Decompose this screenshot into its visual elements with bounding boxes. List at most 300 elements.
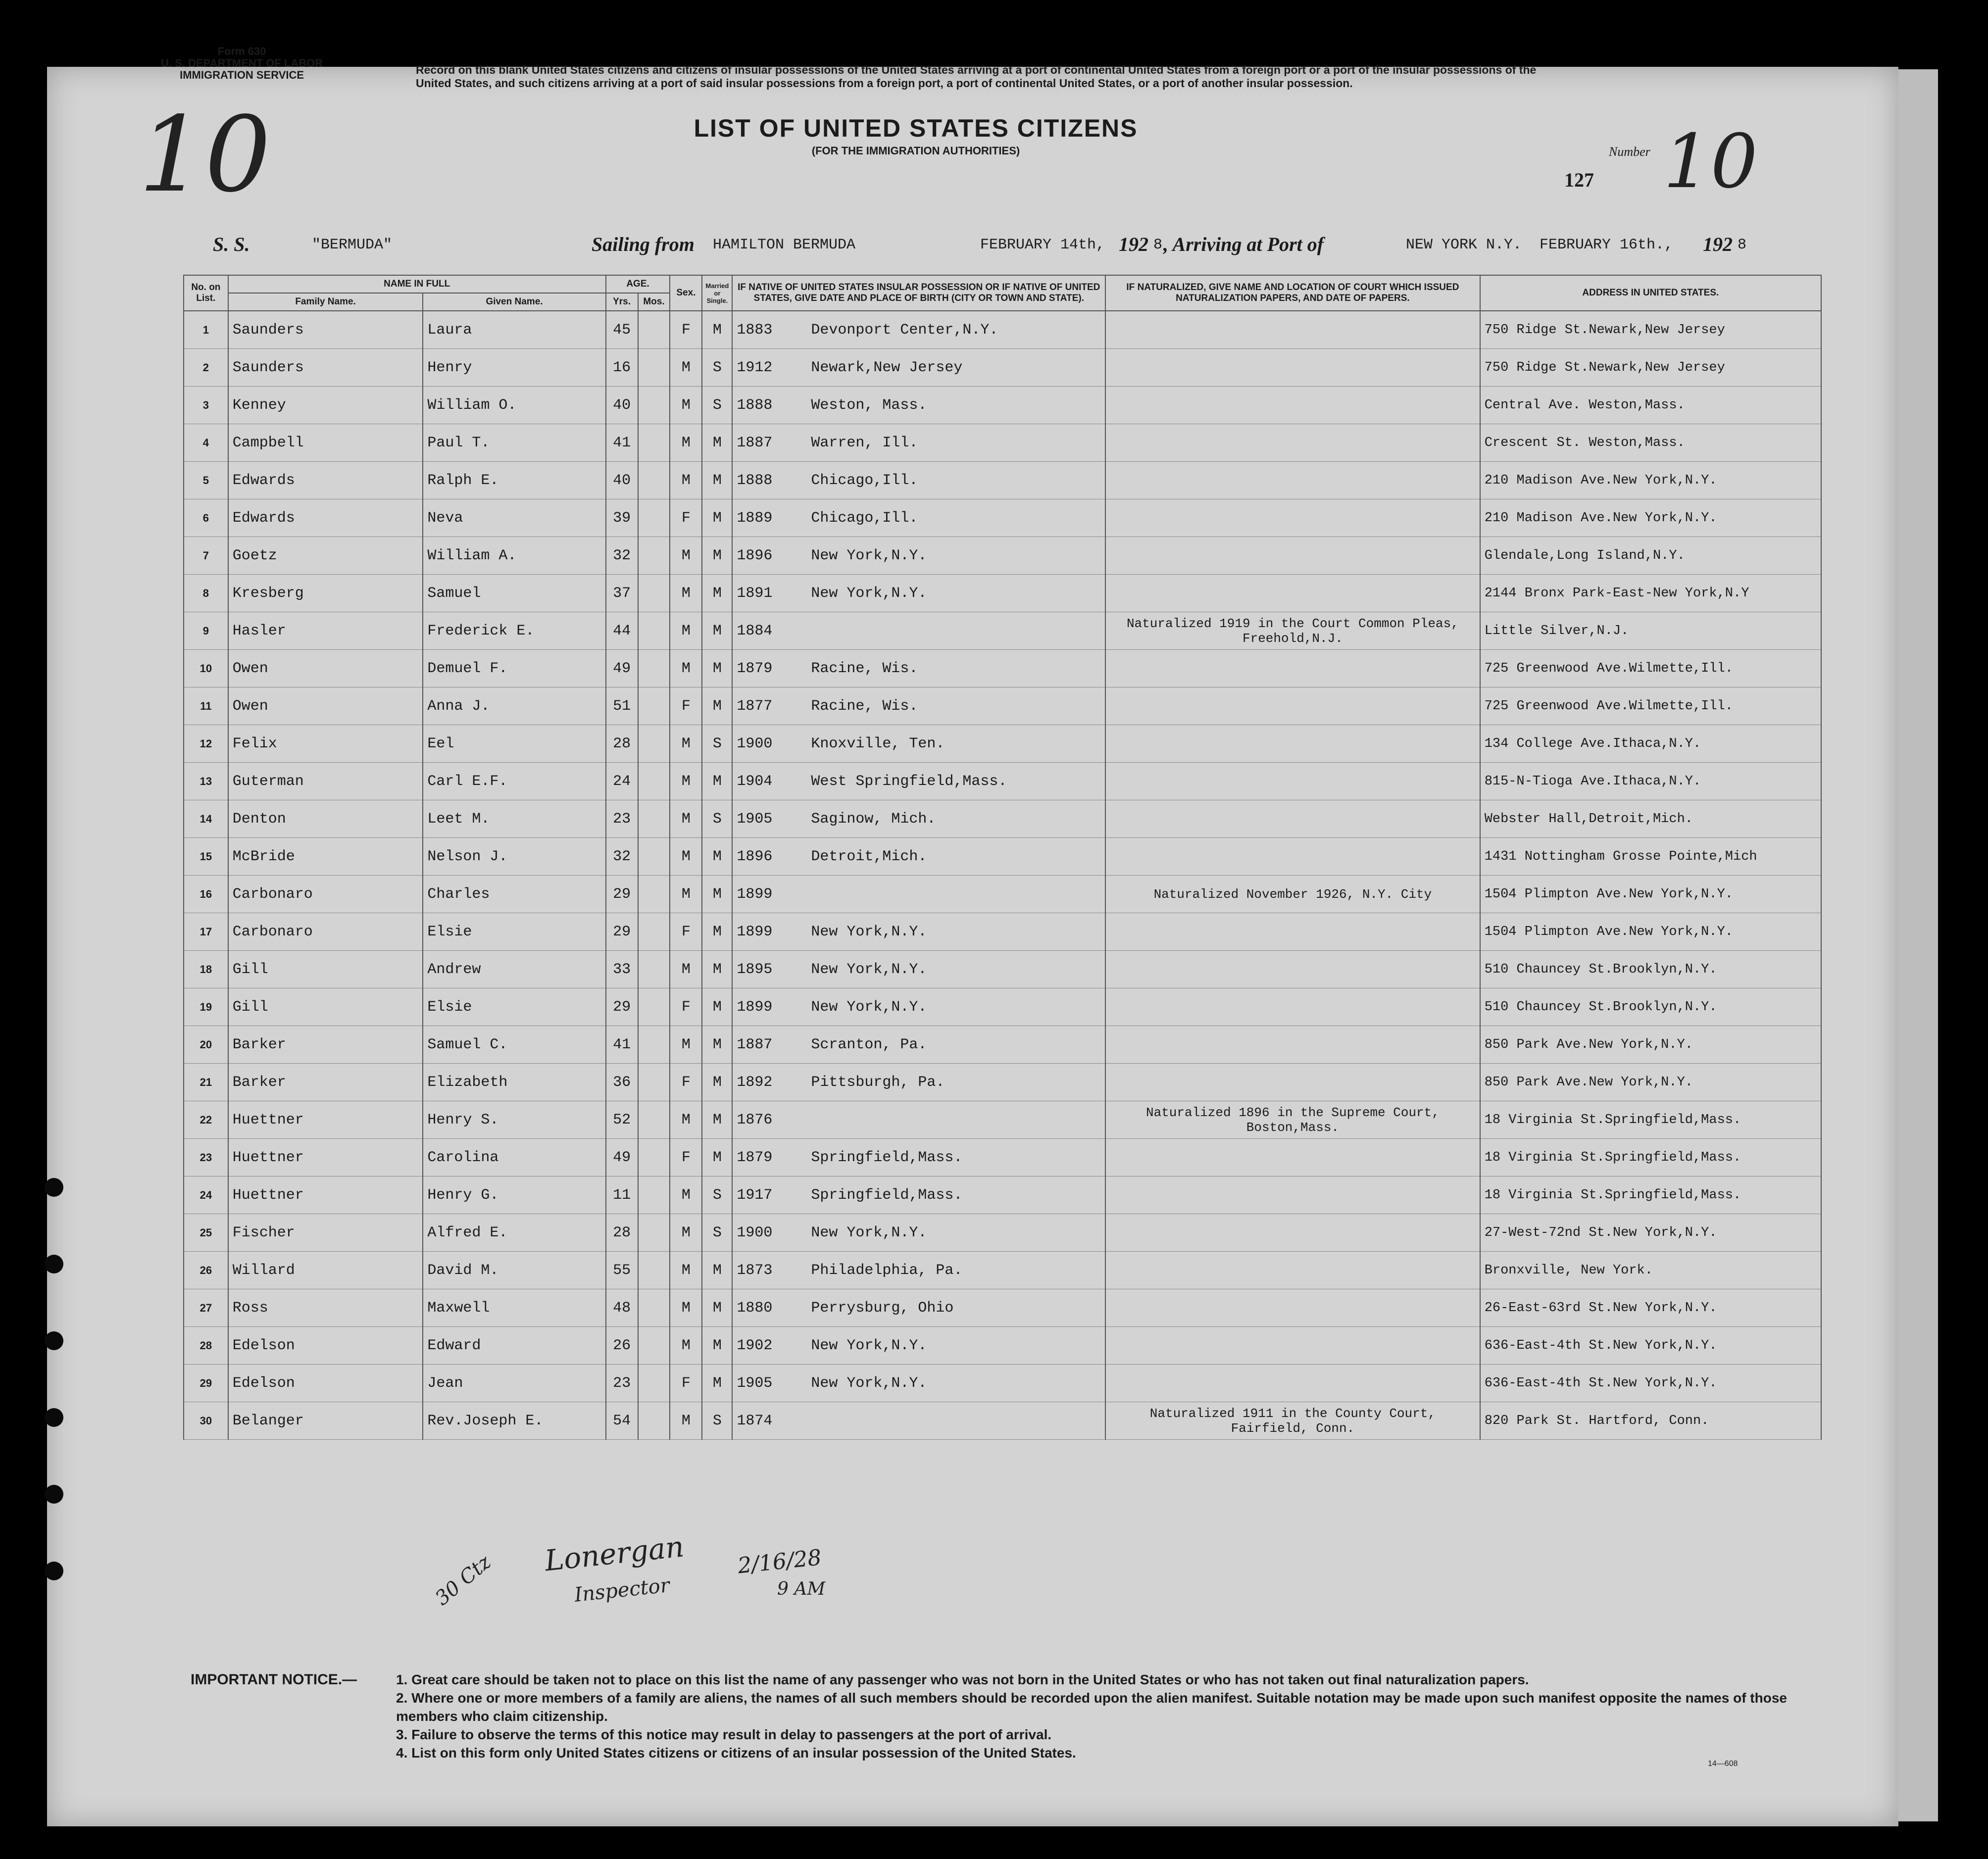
age-months-cell bbox=[638, 1327, 670, 1365]
sex-cell: F bbox=[670, 1365, 702, 1402]
birth-year: 1899 bbox=[737, 923, 773, 940]
table-row bbox=[184, 1214, 1821, 1252]
naturalization-cell bbox=[1105, 1214, 1480, 1252]
row-number-cell: 12 bbox=[184, 725, 228, 763]
family-name-cell: Barker bbox=[228, 1064, 423, 1101]
birth-place-cell bbox=[732, 876, 1105, 913]
col-no: No. on List. bbox=[184, 275, 228, 311]
table-row bbox=[184, 876, 1821, 913]
age-months-cell bbox=[638, 1139, 670, 1176]
form-code: 14—608 bbox=[1708, 1760, 1738, 1768]
table-row bbox=[184, 387, 1821, 424]
family-name-cell: Saunders bbox=[228, 349, 423, 387]
birth-year: 1889 bbox=[737, 509, 773, 527]
naturalization-cell: Naturalized 1896 in the Supreme Court, Boston,Mass. bbox=[1105, 1101, 1480, 1139]
page-mark: 10 bbox=[139, 94, 271, 215]
marital-status-cell: M bbox=[702, 499, 732, 537]
age-years-cell: 29 bbox=[606, 913, 638, 951]
family-name-cell: Willard bbox=[228, 1252, 423, 1289]
marital-status-cell: M bbox=[702, 424, 732, 462]
table-row bbox=[184, 1402, 1821, 1440]
birth-place-text: Saginow, Mich. bbox=[811, 810, 936, 828]
age-months-cell bbox=[638, 387, 670, 424]
age-months-cell bbox=[638, 537, 670, 575]
sex-cell: F bbox=[670, 1064, 702, 1101]
family-name-cell: Guterman bbox=[228, 763, 423, 800]
naturalization-cell bbox=[1105, 1064, 1480, 1101]
given-name-cell: Paul T. bbox=[423, 424, 605, 462]
table-row bbox=[184, 1252, 1821, 1289]
birth-place-text: Newark,New Jersey bbox=[811, 359, 963, 376]
naturalization-cell bbox=[1105, 424, 1480, 462]
naturalization-cell bbox=[1105, 800, 1480, 838]
sex-cell: M bbox=[670, 1101, 702, 1139]
birth-place-text: New York,N.Y. bbox=[811, 998, 927, 1016]
table-row bbox=[184, 1176, 1821, 1214]
row-number-cell: 11 bbox=[184, 687, 228, 725]
passenger-rows bbox=[184, 311, 1821, 1440]
birth-place-cell bbox=[732, 462, 1105, 499]
age-months-cell bbox=[638, 1214, 670, 1252]
table-row bbox=[184, 763, 1821, 800]
age-months-cell bbox=[638, 424, 670, 462]
marital-status-cell: S bbox=[702, 387, 732, 424]
birth-year: 1912 bbox=[737, 359, 773, 376]
citizen-count: 30 Ctz bbox=[431, 1551, 496, 1610]
age-years-cell: 29 bbox=[606, 988, 638, 1026]
age-years-cell: 49 bbox=[606, 650, 638, 687]
age-years-cell: 37 bbox=[606, 575, 638, 612]
us-address-cell: Central Ave. Weston,Mass. bbox=[1480, 387, 1821, 424]
birth-place-cell bbox=[732, 1101, 1105, 1139]
birth-year: 1879 bbox=[737, 1149, 773, 1166]
age-months-cell bbox=[638, 311, 670, 349]
sex-cell: M bbox=[670, 1026, 702, 1064]
birth-place-text: Devonport Center,N.Y. bbox=[811, 321, 998, 339]
notice-items bbox=[396, 1670, 1827, 1762]
sheet-edge bbox=[1898, 69, 1938, 1821]
voyage-line bbox=[208, 233, 1792, 262]
age-years-cell: 33 bbox=[606, 951, 638, 988]
marital-status-cell: M bbox=[702, 1026, 732, 1064]
sex-cell: F bbox=[670, 499, 702, 537]
birth-year: 1883 bbox=[737, 321, 773, 339]
marital-status-cell: S bbox=[702, 800, 732, 838]
us-address-cell: 18 Virginia St.Springfield,Mass. bbox=[1480, 1176, 1821, 1214]
naturalization-cell bbox=[1105, 650, 1480, 687]
given-name-cell: Eel bbox=[423, 725, 605, 763]
birth-place-cell bbox=[732, 1327, 1105, 1365]
family-name-cell: Ross bbox=[228, 1289, 423, 1327]
family-name-cell: Gill bbox=[228, 988, 423, 1026]
form-line: Form 630 bbox=[217, 45, 266, 57]
origin-port: HAMILTON BERMUDA bbox=[713, 237, 856, 253]
table-row bbox=[184, 1064, 1821, 1101]
birth-year: 1892 bbox=[737, 1074, 773, 1091]
given-name-cell: Anna J. bbox=[423, 687, 605, 725]
row-number-cell: 14 bbox=[184, 800, 228, 838]
age-months-cell bbox=[638, 913, 670, 951]
row-number-cell: 13 bbox=[184, 763, 228, 800]
table-row bbox=[184, 349, 1821, 387]
birth-year: 1899 bbox=[737, 885, 773, 903]
birth-place-cell bbox=[732, 1365, 1105, 1402]
row-number-cell: 20 bbox=[184, 1026, 228, 1064]
family-name-cell: McBride bbox=[228, 838, 423, 876]
given-name-cell: Nelson J. bbox=[423, 838, 605, 876]
birth-year: 1900 bbox=[737, 735, 773, 752]
marital-status-cell: M bbox=[702, 1101, 732, 1139]
marital-status-cell: S bbox=[702, 725, 732, 763]
arrival-year-digit: 8 bbox=[1738, 237, 1747, 253]
form-line: IMMIGRATION SERVICE bbox=[180, 69, 304, 81]
sex-cell: M bbox=[670, 537, 702, 575]
marital-status-cell: M bbox=[702, 462, 732, 499]
table-row bbox=[184, 311, 1821, 349]
birth-place-cell bbox=[732, 650, 1105, 687]
departure-date: FEBRUARY 14th, bbox=[980, 237, 1105, 253]
us-address-cell: 1504 Plimpton Ave.New York,N.Y. bbox=[1480, 876, 1821, 913]
naturalization-cell bbox=[1105, 913, 1480, 951]
age-years-cell: 44 bbox=[606, 612, 638, 650]
departure-year: 192 bbox=[1119, 233, 1148, 255]
marital-status-cell: M bbox=[702, 1252, 732, 1289]
age-months-cell bbox=[638, 838, 670, 876]
birth-year: 1900 bbox=[737, 1224, 773, 1241]
birth-place-text: New York,N.Y. bbox=[811, 585, 927, 602]
sex-cell: M bbox=[670, 612, 702, 650]
row-number-cell: 1 bbox=[184, 311, 228, 349]
marital-status-cell: M bbox=[702, 650, 732, 687]
birth-place-cell bbox=[732, 499, 1105, 537]
col-name-in-full: NAME IN FULL bbox=[228, 275, 606, 293]
birth-year: 1899 bbox=[737, 998, 773, 1016]
arrival-year: 192 bbox=[1703, 233, 1733, 255]
birth-year: 1895 bbox=[737, 961, 773, 978]
family-name-cell: Carbonaro bbox=[228, 913, 423, 951]
naturalization-cell bbox=[1105, 988, 1480, 1026]
given-name-cell: William O. bbox=[423, 387, 605, 424]
birth-place-cell bbox=[732, 424, 1105, 462]
row-number-cell: 23 bbox=[184, 1139, 228, 1176]
birth-year: 1888 bbox=[737, 396, 773, 414]
notice-item: 2. Where one or more members of a family are aliens, the names of all such members should be recorded upon the alien manifest. Suitable notation may be made upon such manifest opposite the names of those members who claim citizenship. bbox=[396, 1690, 1787, 1724]
age-years-cell: 51 bbox=[606, 687, 638, 725]
col-family-name: Family Name. bbox=[228, 293, 423, 311]
age-years-cell: 45 bbox=[606, 311, 638, 349]
birth-place-cell bbox=[732, 951, 1105, 988]
birth-year: 1904 bbox=[737, 773, 773, 790]
us-address-cell: 510 Chauncey St.Brooklyn,N.Y. bbox=[1480, 951, 1821, 988]
us-address-cell: 18 Virginia St.Springfield,Mass. bbox=[1480, 1101, 1821, 1139]
age-months-cell bbox=[638, 1365, 670, 1402]
given-name-cell: Henry bbox=[423, 349, 605, 387]
row-number-cell: 24 bbox=[184, 1176, 228, 1214]
family-name-cell: Owen bbox=[228, 650, 423, 687]
col-address: ADDRESS IN UNITED STATES. bbox=[1480, 275, 1821, 311]
naturalization-cell bbox=[1105, 1327, 1480, 1365]
naturalization-cell bbox=[1105, 951, 1480, 988]
naturalization-cell bbox=[1105, 462, 1480, 499]
birth-place-cell bbox=[732, 913, 1105, 951]
us-address-cell: 210 Madison Ave.New York,N.Y. bbox=[1480, 499, 1821, 537]
given-name-cell: Alfred E. bbox=[423, 1214, 605, 1252]
birth-year: 1905 bbox=[737, 810, 773, 828]
us-address-cell: Webster Hall,Detroit,Mich. bbox=[1480, 800, 1821, 838]
naturalization-cell bbox=[1105, 687, 1480, 725]
age-months-cell bbox=[638, 876, 670, 913]
sex-cell: M bbox=[670, 800, 702, 838]
table-row bbox=[184, 1327, 1821, 1365]
table-row bbox=[184, 537, 1821, 575]
birth-year: 1879 bbox=[737, 660, 773, 677]
age-years-cell: 28 bbox=[606, 725, 638, 763]
marital-status-cell: M bbox=[702, 988, 732, 1026]
marital-status-cell: M bbox=[702, 838, 732, 876]
birth-place-cell bbox=[732, 1139, 1105, 1176]
col-naturalized: IF NATURALIZED, GIVE NAME AND LOCATION OF COURT WHICH ISSUED NATURALIZATION PAPERS, AND DATE OF PAPERS. bbox=[1105, 275, 1480, 311]
passenger-table bbox=[183, 275, 1822, 1440]
row-number-cell: 17 bbox=[184, 913, 228, 951]
age-years-cell: 32 bbox=[606, 537, 638, 575]
birth-year: 1880 bbox=[737, 1299, 773, 1317]
us-address-cell: Bronxville, New York. bbox=[1480, 1252, 1821, 1289]
sex-cell: M bbox=[670, 462, 702, 499]
birth-place-text: West Springfield,Mass. bbox=[811, 773, 1007, 790]
table-row bbox=[184, 1365, 1821, 1402]
us-address-cell: Little Silver,N.J. bbox=[1480, 612, 1821, 650]
given-name-cell: Frederick E. bbox=[423, 612, 605, 650]
birth-year: 1887 bbox=[737, 1036, 773, 1053]
sex-cell: F bbox=[670, 687, 702, 725]
us-address-cell: Glendale,Long Island,N.Y. bbox=[1480, 537, 1821, 575]
sex-cell: M bbox=[670, 1252, 702, 1289]
given-name-cell: Henry G. bbox=[423, 1176, 605, 1214]
given-name-cell: Carolina bbox=[423, 1139, 605, 1176]
age-years-cell: 24 bbox=[606, 763, 638, 800]
row-number-cell: 30 bbox=[184, 1402, 228, 1440]
col-sex: Sex. bbox=[670, 275, 702, 311]
age-years-cell: 52 bbox=[606, 1101, 638, 1139]
row-number-cell: 4 bbox=[184, 424, 228, 462]
sheet-number: 127 bbox=[1564, 169, 1594, 191]
given-name-cell: Elsie bbox=[423, 913, 605, 951]
age-months-cell bbox=[638, 1026, 670, 1064]
naturalization-cell bbox=[1105, 1365, 1480, 1402]
table-row bbox=[184, 650, 1821, 687]
table-row bbox=[184, 800, 1821, 838]
age-years-cell: 29 bbox=[606, 876, 638, 913]
age-months-cell bbox=[638, 612, 670, 650]
sex-cell: M bbox=[670, 1176, 702, 1214]
table-row bbox=[184, 1026, 1821, 1064]
us-address-cell: 134 College Ave.Ithaca,N.Y. bbox=[1480, 725, 1821, 763]
row-number-cell: 6 bbox=[184, 499, 228, 537]
birth-place-text: Weston, Mass. bbox=[811, 396, 927, 414]
age-months-cell bbox=[638, 725, 670, 763]
intro-text: Record on this blank United States citizens and citizens of insular possessions of the United States arriving at a port of continental United States from a foreign port or a port of the insular possessions of the United States, and such citizens arriving at a port of said insular possessions from a foreign port, a port of continental United States, or a port of another insular possession. bbox=[416, 63, 1537, 90]
marital-status-cell: M bbox=[702, 913, 732, 951]
given-name-cell: Samuel C. bbox=[423, 1026, 605, 1064]
sex-cell: M bbox=[670, 1289, 702, 1327]
age-months-cell bbox=[638, 499, 670, 537]
naturalization-cell: Naturalized 1911 in the County Court, Fairfield, Conn. bbox=[1105, 1402, 1480, 1440]
sex-cell: M bbox=[670, 1402, 702, 1440]
sex-cell: M bbox=[670, 1214, 702, 1252]
birth-year: 1896 bbox=[737, 848, 773, 865]
us-address-cell: 850 Park Ave.New York,N.Y. bbox=[1480, 1064, 1821, 1101]
birth-place-cell bbox=[732, 1176, 1105, 1214]
marital-status-cell: M bbox=[702, 1064, 732, 1101]
family-name-cell: Edwards bbox=[228, 499, 423, 537]
given-name-cell: Edward bbox=[423, 1327, 605, 1365]
page-title: LIST OF UNITED STATES CITIZENS bbox=[694, 114, 1138, 142]
family-name-cell: Campbell bbox=[228, 424, 423, 462]
age-years-cell: 16 bbox=[606, 349, 638, 387]
birth-place-cell bbox=[732, 1252, 1105, 1289]
us-address-cell: 1504 Plimpton Ave.New York,N.Y. bbox=[1480, 913, 1821, 951]
us-address-cell: 636-East-4th St.New York,N.Y. bbox=[1480, 1327, 1821, 1365]
us-address-cell: 725 Greenwood Ave.Wilmette,Ill. bbox=[1480, 650, 1821, 687]
row-number-cell: 27 bbox=[184, 1289, 228, 1327]
age-months-cell bbox=[638, 951, 670, 988]
row-number-cell: 22 bbox=[184, 1101, 228, 1139]
col-birth: IF NATIVE OF UNITED STATES INSULAR POSSESSION OR IF NATIVE OF UNITED STATES, GIVE DATE AND PLACE OF BIRTH (CITY OR TOWN AND STATE). bbox=[732, 275, 1105, 311]
birth-year: 1887 bbox=[737, 434, 773, 451]
given-name-cell: Henry S. bbox=[423, 1101, 605, 1139]
birth-place-text: New York,N.Y. bbox=[811, 1224, 927, 1241]
family-name-cell: Edwards bbox=[228, 462, 423, 499]
birth-place-text: Springfield,Mass. bbox=[811, 1149, 963, 1166]
sex-cell: F bbox=[670, 913, 702, 951]
family-name-cell: Edelson bbox=[228, 1365, 423, 1402]
age-months-cell bbox=[638, 349, 670, 387]
age-months-cell bbox=[638, 575, 670, 612]
given-name-cell: Samuel bbox=[423, 575, 605, 612]
given-name-cell: Elsie bbox=[423, 988, 605, 1026]
destination-port: NEW YORK N.Y. bbox=[1406, 237, 1522, 253]
birth-year: 1874 bbox=[737, 1412, 773, 1429]
sex-cell: M bbox=[670, 838, 702, 876]
family-name-cell: Kenney bbox=[228, 387, 423, 424]
row-number-cell: 28 bbox=[184, 1327, 228, 1365]
sex-cell: M bbox=[670, 876, 702, 913]
birth-year: 1896 bbox=[737, 547, 773, 564]
marital-status-cell: M bbox=[702, 1289, 732, 1327]
birth-year: 1905 bbox=[737, 1374, 773, 1392]
given-name-cell: Demuel F. bbox=[423, 650, 605, 687]
family-name-cell: Denton bbox=[228, 800, 423, 838]
birth-place-cell bbox=[732, 1026, 1105, 1064]
row-number-cell: 3 bbox=[184, 387, 228, 424]
age-years-cell: 32 bbox=[606, 838, 638, 876]
marital-status-cell: M bbox=[702, 687, 732, 725]
age-months-cell bbox=[638, 1064, 670, 1101]
row-number-cell: 8 bbox=[184, 575, 228, 612]
table-row bbox=[184, 913, 1821, 951]
sex-cell: M bbox=[670, 725, 702, 763]
birth-place-text: Philadelphia, Pa. bbox=[811, 1262, 963, 1279]
age-months-cell bbox=[638, 650, 670, 687]
sex-cell: M bbox=[670, 349, 702, 387]
form-number-block bbox=[161, 46, 323, 81]
given-name-cell: Charles bbox=[423, 876, 605, 913]
notice-item: 1. Great care should be taken not to place on this list the name of any passenger who was not born in the United States or who has not taken out final naturalization papers. bbox=[396, 1672, 1529, 1687]
marital-status-cell: S bbox=[702, 1402, 732, 1440]
table-row bbox=[184, 424, 1821, 462]
table-row bbox=[184, 951, 1821, 988]
age-years-cell: 40 bbox=[606, 387, 638, 424]
table-row bbox=[184, 838, 1821, 876]
us-address-cell: 510 Chauncey St.Brooklyn,N.Y. bbox=[1480, 988, 1821, 1026]
notice-item: 3. Failure to observe the terms of this notice may result in delay to passengers at the port of arrival. bbox=[396, 1727, 1052, 1742]
age-years-cell: 36 bbox=[606, 1064, 638, 1101]
family-name-cell: Gill bbox=[228, 951, 423, 988]
birth-place-cell bbox=[732, 1402, 1105, 1440]
ss-label: S. S. bbox=[213, 233, 250, 255]
sex-cell: M bbox=[670, 424, 702, 462]
marital-status-cell: M bbox=[702, 575, 732, 612]
sex-cell: M bbox=[670, 763, 702, 800]
row-number-cell: 9 bbox=[184, 612, 228, 650]
family-name-cell: Carbonaro bbox=[228, 876, 423, 913]
us-address-cell: 636-East-4th St.New York,N.Y. bbox=[1480, 1365, 1821, 1402]
us-address-cell: 210 Madison Ave.New York,N.Y. bbox=[1480, 462, 1821, 499]
birth-place-text: Chicago,Ill. bbox=[811, 472, 918, 489]
given-name-cell: Elizabeth bbox=[423, 1064, 605, 1101]
age-years-cell: 49 bbox=[606, 1139, 638, 1176]
row-number-cell: 15 bbox=[184, 838, 228, 876]
family-name-cell: Hasler bbox=[228, 612, 423, 650]
age-years-cell: 26 bbox=[606, 1327, 638, 1365]
birth-place-text: Warren, Ill. bbox=[811, 434, 918, 451]
table-row bbox=[184, 462, 1821, 499]
marital-status-cell: S bbox=[702, 349, 732, 387]
table-row bbox=[184, 1139, 1821, 1176]
marital-status-cell: M bbox=[702, 951, 732, 988]
arriving-label: , Arriving at Port of bbox=[1163, 233, 1324, 255]
birth-place-text: New York,N.Y. bbox=[811, 1374, 927, 1392]
birth-place-text: New York,N.Y. bbox=[811, 961, 927, 978]
family-name-cell: Owen bbox=[228, 687, 423, 725]
birth-place-cell bbox=[732, 349, 1105, 387]
naturalization-cell bbox=[1105, 725, 1480, 763]
naturalization-cell bbox=[1105, 1289, 1480, 1327]
table-row bbox=[184, 988, 1821, 1026]
birth-place-cell bbox=[732, 988, 1105, 1026]
age-months-cell bbox=[638, 1101, 670, 1139]
birth-place-cell bbox=[732, 1214, 1105, 1252]
col-age: AGE. bbox=[606, 275, 670, 293]
table-row bbox=[184, 575, 1821, 612]
birth-year: 1917 bbox=[737, 1186, 773, 1204]
age-years-cell: 54 bbox=[606, 1402, 638, 1440]
family-name-cell: Huettner bbox=[228, 1101, 423, 1139]
birth-place-cell bbox=[732, 800, 1105, 838]
family-name-cell: Belanger bbox=[228, 1402, 423, 1440]
birth-place-text: New York,N.Y. bbox=[811, 547, 927, 564]
age-years-cell: 23 bbox=[606, 1365, 638, 1402]
sex-cell: F bbox=[670, 311, 702, 349]
naturalization-cell bbox=[1105, 537, 1480, 575]
given-name-cell: Rev.Joseph E. bbox=[423, 1402, 605, 1440]
col-mos: Mos. bbox=[638, 293, 670, 311]
col-married: Married or Single. bbox=[702, 275, 732, 311]
given-name-cell: William A. bbox=[423, 537, 605, 575]
marital-status-cell: M bbox=[702, 311, 732, 349]
birth-place-cell bbox=[732, 763, 1105, 800]
row-number-cell: 5 bbox=[184, 462, 228, 499]
